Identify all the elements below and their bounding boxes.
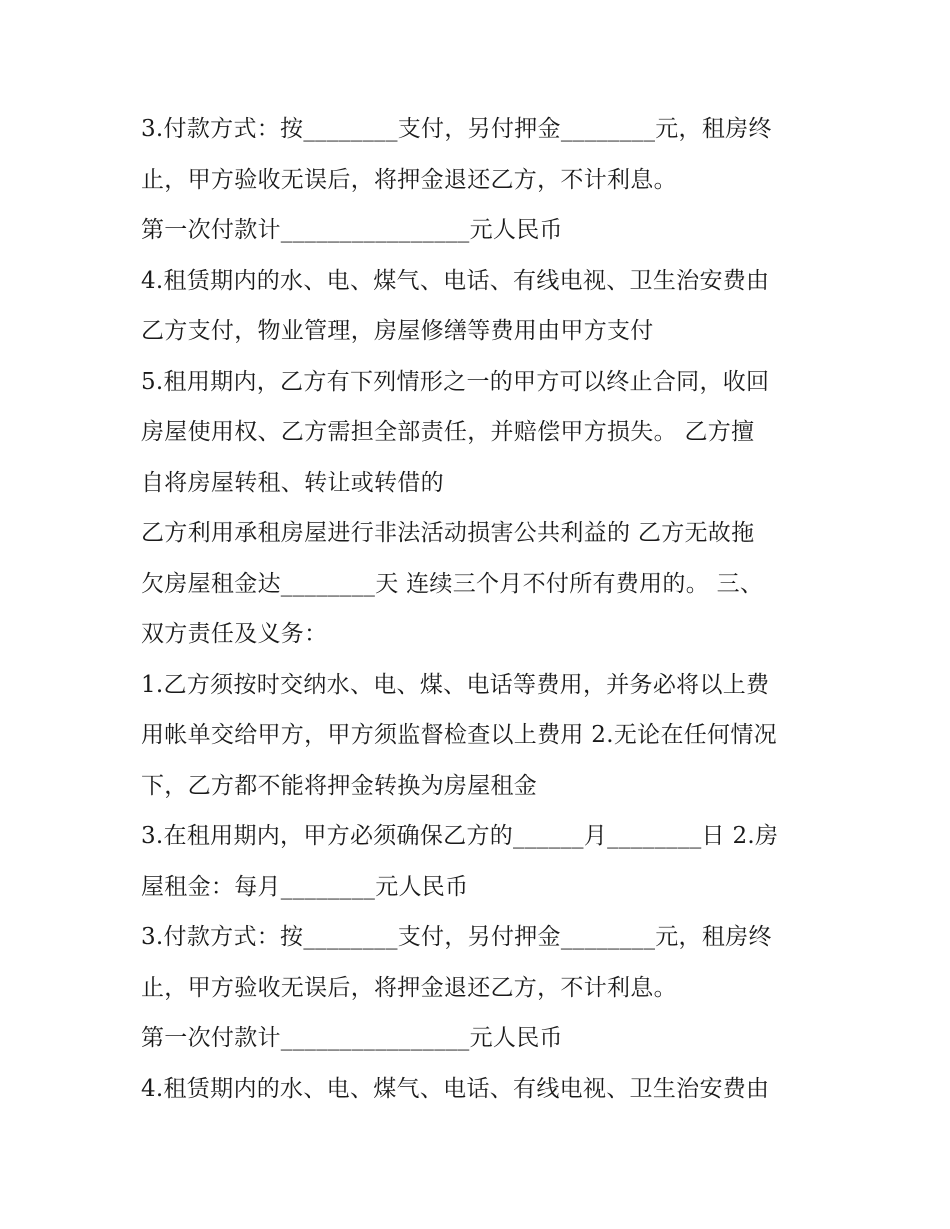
document-body — [141, 104, 821, 1114]
text-line: 止，甲方验收无误后，将押金退还乙方，不计利息。 — [141, 974, 677, 1001]
text-line: 屋租金：每月________元人民币 — [141, 873, 469, 900]
text-line: 3.付款方式：按________支付，另付押金________元，租房终 — [141, 116, 772, 142]
text-line: 房屋使用权、乙方需担全部责任，并赔偿甲方损失。 乙方擅 — [141, 419, 755, 445]
text-line: 下，乙方都不能将押金转换为房屋租金 — [141, 772, 538, 799]
text-line: 自将房屋转租、转让或转借的 — [141, 469, 444, 496]
text-line: 3.付款方式：按________支付，另付押金________元，租房终 — [141, 924, 772, 950]
text-line: 欠房屋租金达________天 连续三个月不付所有费用的。 三、 — [141, 570, 764, 597]
text-line: 4.租赁期内的水、电、煤气、电话、有线电视、卫生治安费由 — [141, 1075, 770, 1102]
text-line: 用帐单交给甲方，甲方须监督检查以上费用 2.无论在任何情况 — [141, 722, 777, 748]
text-line: 4.租赁期内的水、电、煤气、电话、有线电视、卫生治安费由 — [141, 267, 770, 294]
text-line: 5.租用期内，乙方有下列情形之一的甲方可以终止合同，收回 — [141, 368, 770, 395]
text-line: 双方责任及义务： — [141, 621, 328, 647]
text-line: 3.在租用期内，甲方必须确保乙方的______月________日 2.房 — [141, 823, 779, 849]
text-line: 1.乙方须按时交纳水、电、煤、电话等费用，并务必将以上费 — [141, 671, 770, 698]
text-line: 乙方利用承租房屋进行非法活动损害公共利益的 乙方无故拖 — [141, 520, 755, 546]
text-line: 止，甲方验收无误后，将押金退还乙方，不计利息。 — [141, 166, 677, 193]
text-line: 第一次付款计________________元人民币 — [141, 217, 563, 243]
text-line: 第一次付款计________________元人民币 — [141, 1025, 563, 1051]
text-line: 乙方支付，物业管理，房屋修缮等费用由甲方支付 — [141, 318, 654, 344]
